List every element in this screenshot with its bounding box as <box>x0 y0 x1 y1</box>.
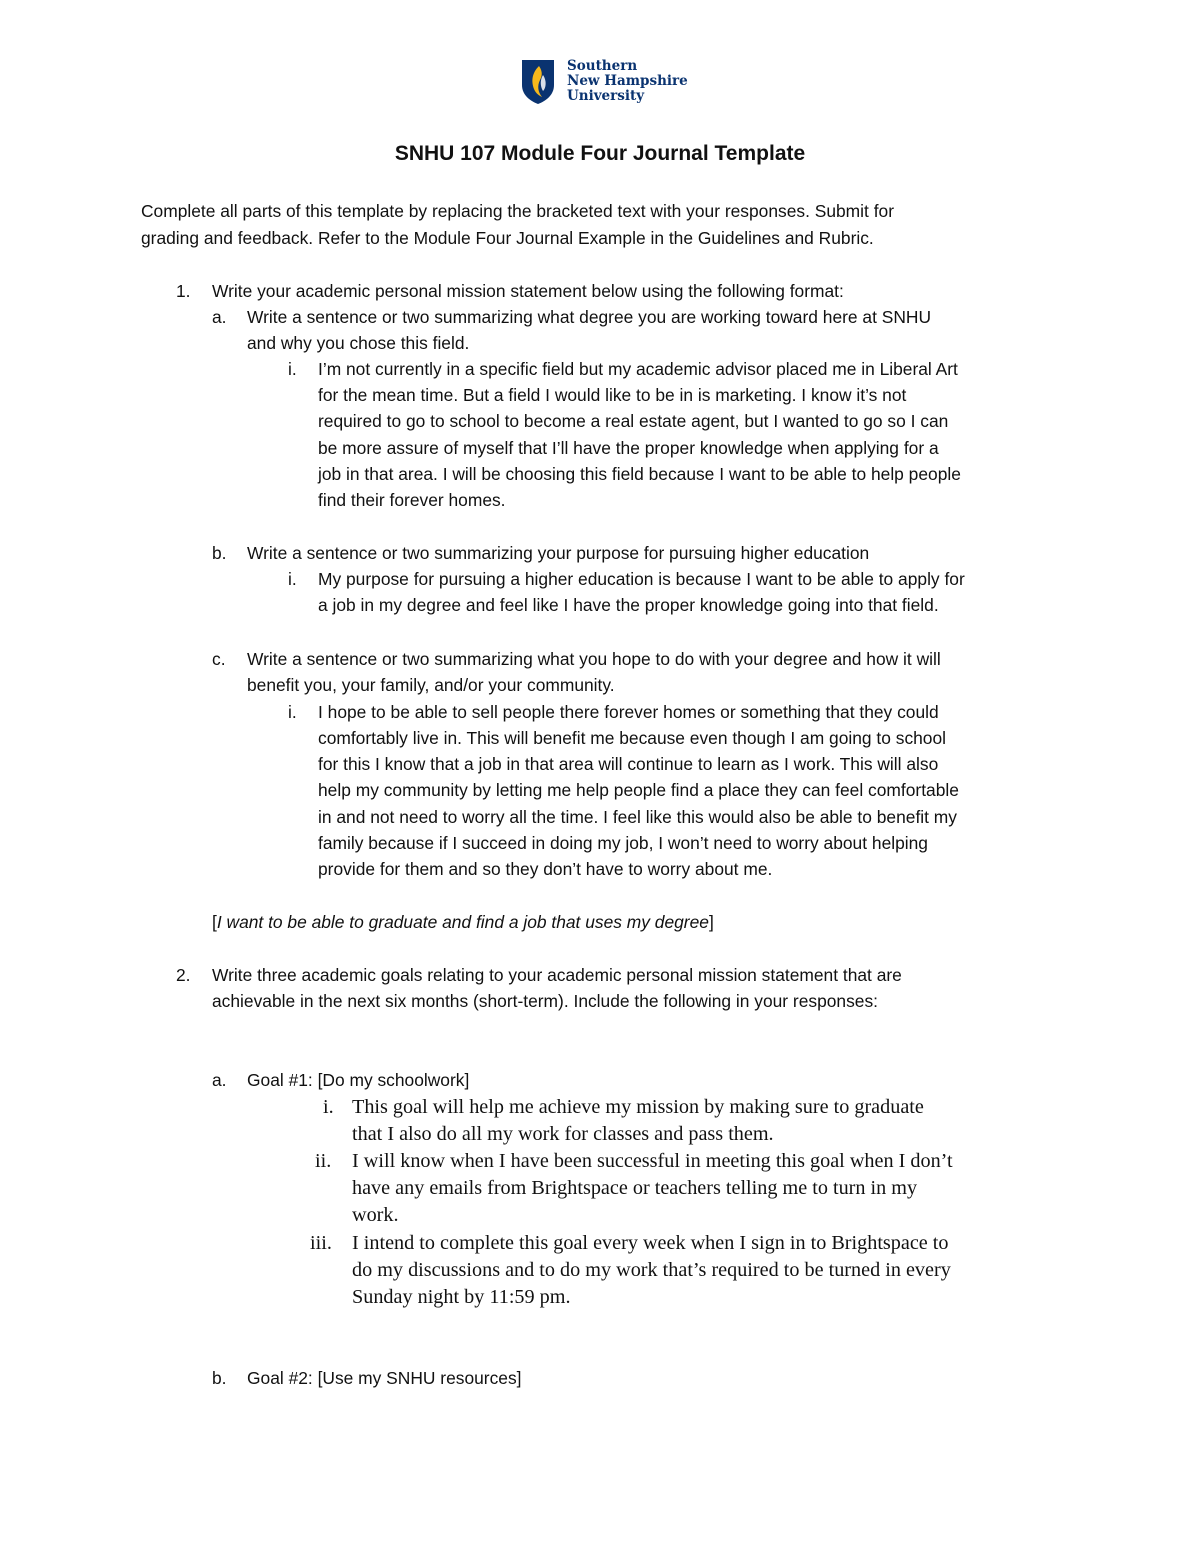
goal-heading: Goal #2: [Use my SNHU resources] <box>247 1368 522 1388</box>
answer-label: i. <box>288 702 297 722</box>
answer-line: comfortably live in. This will benefit me because even though I am going to school <box>318 728 947 748</box>
answer-label: i. <box>288 359 297 379</box>
sub-prompt-line: Write a sentence or two summarizing what degree you are working toward here at SNHU <box>247 307 932 327</box>
answer-line: I’m not currently in a specific field but my academic advisor placed me in Liberal Art <box>318 359 958 379</box>
sub-label: c. <box>212 649 226 669</box>
answer-line: I intend to complete this goal every week when I sign in to Brightspace to <box>352 1232 949 1254</box>
answer-line: job in that area. I will be choosing this field because I want to be able to help people <box>318 464 961 484</box>
answer-line: work. <box>352 1204 399 1226</box>
question-text: achievable in the next six months (short-term). Include the following in your responses: <box>212 991 878 1011</box>
answer-line: have any emails from Brightspace or teachers telling me to turn in my <box>352 1177 918 1199</box>
answer-line: Sunday night by 11:59 pm. <box>352 1286 571 1308</box>
question-number: 1. <box>176 281 191 301</box>
page-title: SNHU 107 Module Four Journal Template <box>394 142 806 165</box>
university-logo <box>521 59 688 105</box>
answer-line: a job in my degree and feel like I have the proper knowledge going into that field. <box>318 595 939 615</box>
sub-prompt-line: benefit you, your family, and/or your community. <box>247 675 615 695</box>
bracket-open: [ <box>212 912 217 932</box>
answer-label: i. <box>323 1096 334 1118</box>
answer-label: ii. <box>315 1150 332 1172</box>
sub-label: a. <box>212 307 227 327</box>
answer-line: in and not need to worry all the time. I feel like this would also be able to benefit my <box>318 807 957 827</box>
answer-line: family because if I succeed in doing my job, I won’t need to worry about helping <box>318 833 928 853</box>
answer-line: for this I know that a job in that area will continue to learn as I work. This will also <box>318 754 939 774</box>
bracket-close: ] <box>708 912 714 932</box>
question-text: Write your academic personal mission statement below using the following format: <box>212 281 844 301</box>
sub-label: a. <box>212 1070 227 1090</box>
logo-line-1: Southern <box>567 58 638 74</box>
sub-prompt-line: Write a sentence or two summarizing your purpose for pursuing higher education <box>247 543 870 563</box>
mission-statement <box>212 909 714 935</box>
logo-line-2: New Hampshire <box>567 73 688 89</box>
answer-line: for the mean time. But a field I would like to be in is marketing. I know it’s not <box>318 385 907 405</box>
answer-line: that I also do all my work for classes and pass them. <box>352 1123 774 1145</box>
question-text: Write three academic goals relating to your academic personal mission statement that are <box>212 965 902 985</box>
answer-line: do my discussions and to do my work that’s required to be turned in every <box>352 1259 951 1281</box>
sub-label: b. <box>212 1368 227 1388</box>
answer-line: help my community by letting me help people find a place they can feel comfortable <box>318 780 959 800</box>
university-shield-icon <box>521 59 555 105</box>
answer-line: This goal will help me achieve my mission by making sure to graduate <box>352 1096 924 1118</box>
answer-line: I hope to be able to sell people there forever homes or something that they could <box>318 702 939 722</box>
answer-line: provide for them and so they don’t have to worry about me. <box>318 859 773 879</box>
sub-prompt-line: Write a sentence or two summarizing what you hope to do with your degree and how it will <box>247 649 941 669</box>
goal-heading: Goal #1: [Do my schoolwork] <box>247 1070 470 1090</box>
answer-label: i. <box>288 569 297 589</box>
sub-prompt-line: and why you chose this field. <box>247 333 470 353</box>
answer-line: My purpose for pursuing a higher education is because I want to be able to apply for <box>318 569 965 589</box>
answer-line: required to go to school to become a real estate agent, but I wanted to go so I can <box>318 411 949 431</box>
answer-line: I will know when I have been successful in meeting this goal when I don’t <box>352 1150 953 1172</box>
answer-label: iii. <box>310 1232 332 1254</box>
answer-line: find their forever homes. <box>318 490 506 510</box>
sub-label: b. <box>212 543 227 563</box>
answer-line: be more assure of myself that I’ll have the proper knowledge when applying for a <box>318 438 939 458</box>
mission-statement-text: I want to be able to graduate and find a job that uses my degree <box>216 912 709 932</box>
logo-line-3: University <box>567 88 645 104</box>
question-number: 2. <box>176 965 191 985</box>
intro-line: Complete all parts of this template by replacing the bracketed text with your responses. Submit for <box>141 201 894 221</box>
intro-line: grading and feedback. Refer to the Module Four Journal Example in the Guidelines and Rubric. <box>141 228 874 248</box>
